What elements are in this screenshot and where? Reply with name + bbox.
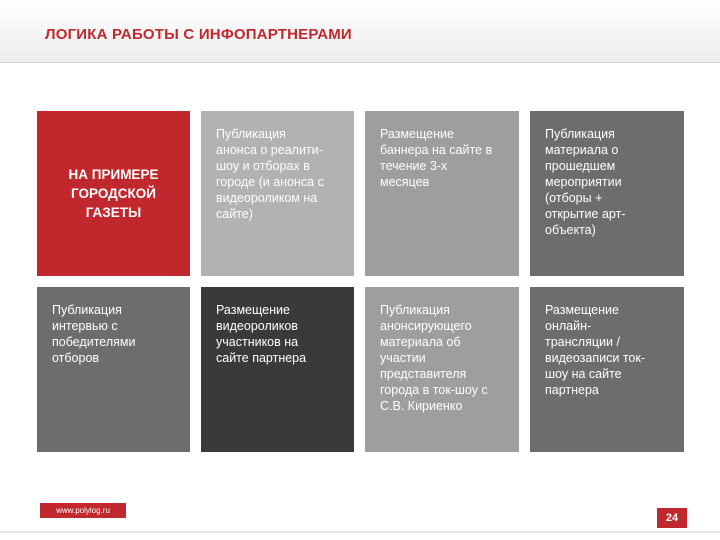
page-number: 24: [657, 508, 687, 528]
tile-announcement-publication: Публикация анонса о реалити- шоу и отборах в городе (и анонса с видеороликом на сайте): [201, 111, 354, 276]
footer-divider: [0, 531, 720, 533]
website-link[interactable]: www.polylog.ru: [40, 503, 126, 518]
tile-banner-placement: Размещение баннера на сайте в течение 3-х месяцев: [365, 111, 519, 276]
page-title: ЛОГИКА РАБОТЫ С ИНФОПАРТНЕРАМИ: [45, 26, 352, 43]
slide-header: [0, 0, 720, 63]
tile-talk-show-announcement: Публикация анонсирующего материала об участии представителя города в ток-шоу с С.В. Кириенко: [365, 287, 519, 452]
tile-example-city-newspaper: НА ПРИМЕРЕ ГОРОДСКОЙ ГАЗЕТЫ: [37, 111, 190, 276]
tile-winners-interview: Публикация интервью с победителями отборов: [37, 287, 190, 452]
tile-participant-videos: Размещение видеороликов участников на сайте партнера: [201, 287, 354, 452]
tile-event-material: Публикация материала о прошедшем мероприятии (отборы + открытие арт- объекта): [530, 111, 684, 276]
tile-online-broadcast: Размещение онлайн- трансляции / видеозаписи ток- шоу на сайте партнера: [530, 287, 684, 452]
